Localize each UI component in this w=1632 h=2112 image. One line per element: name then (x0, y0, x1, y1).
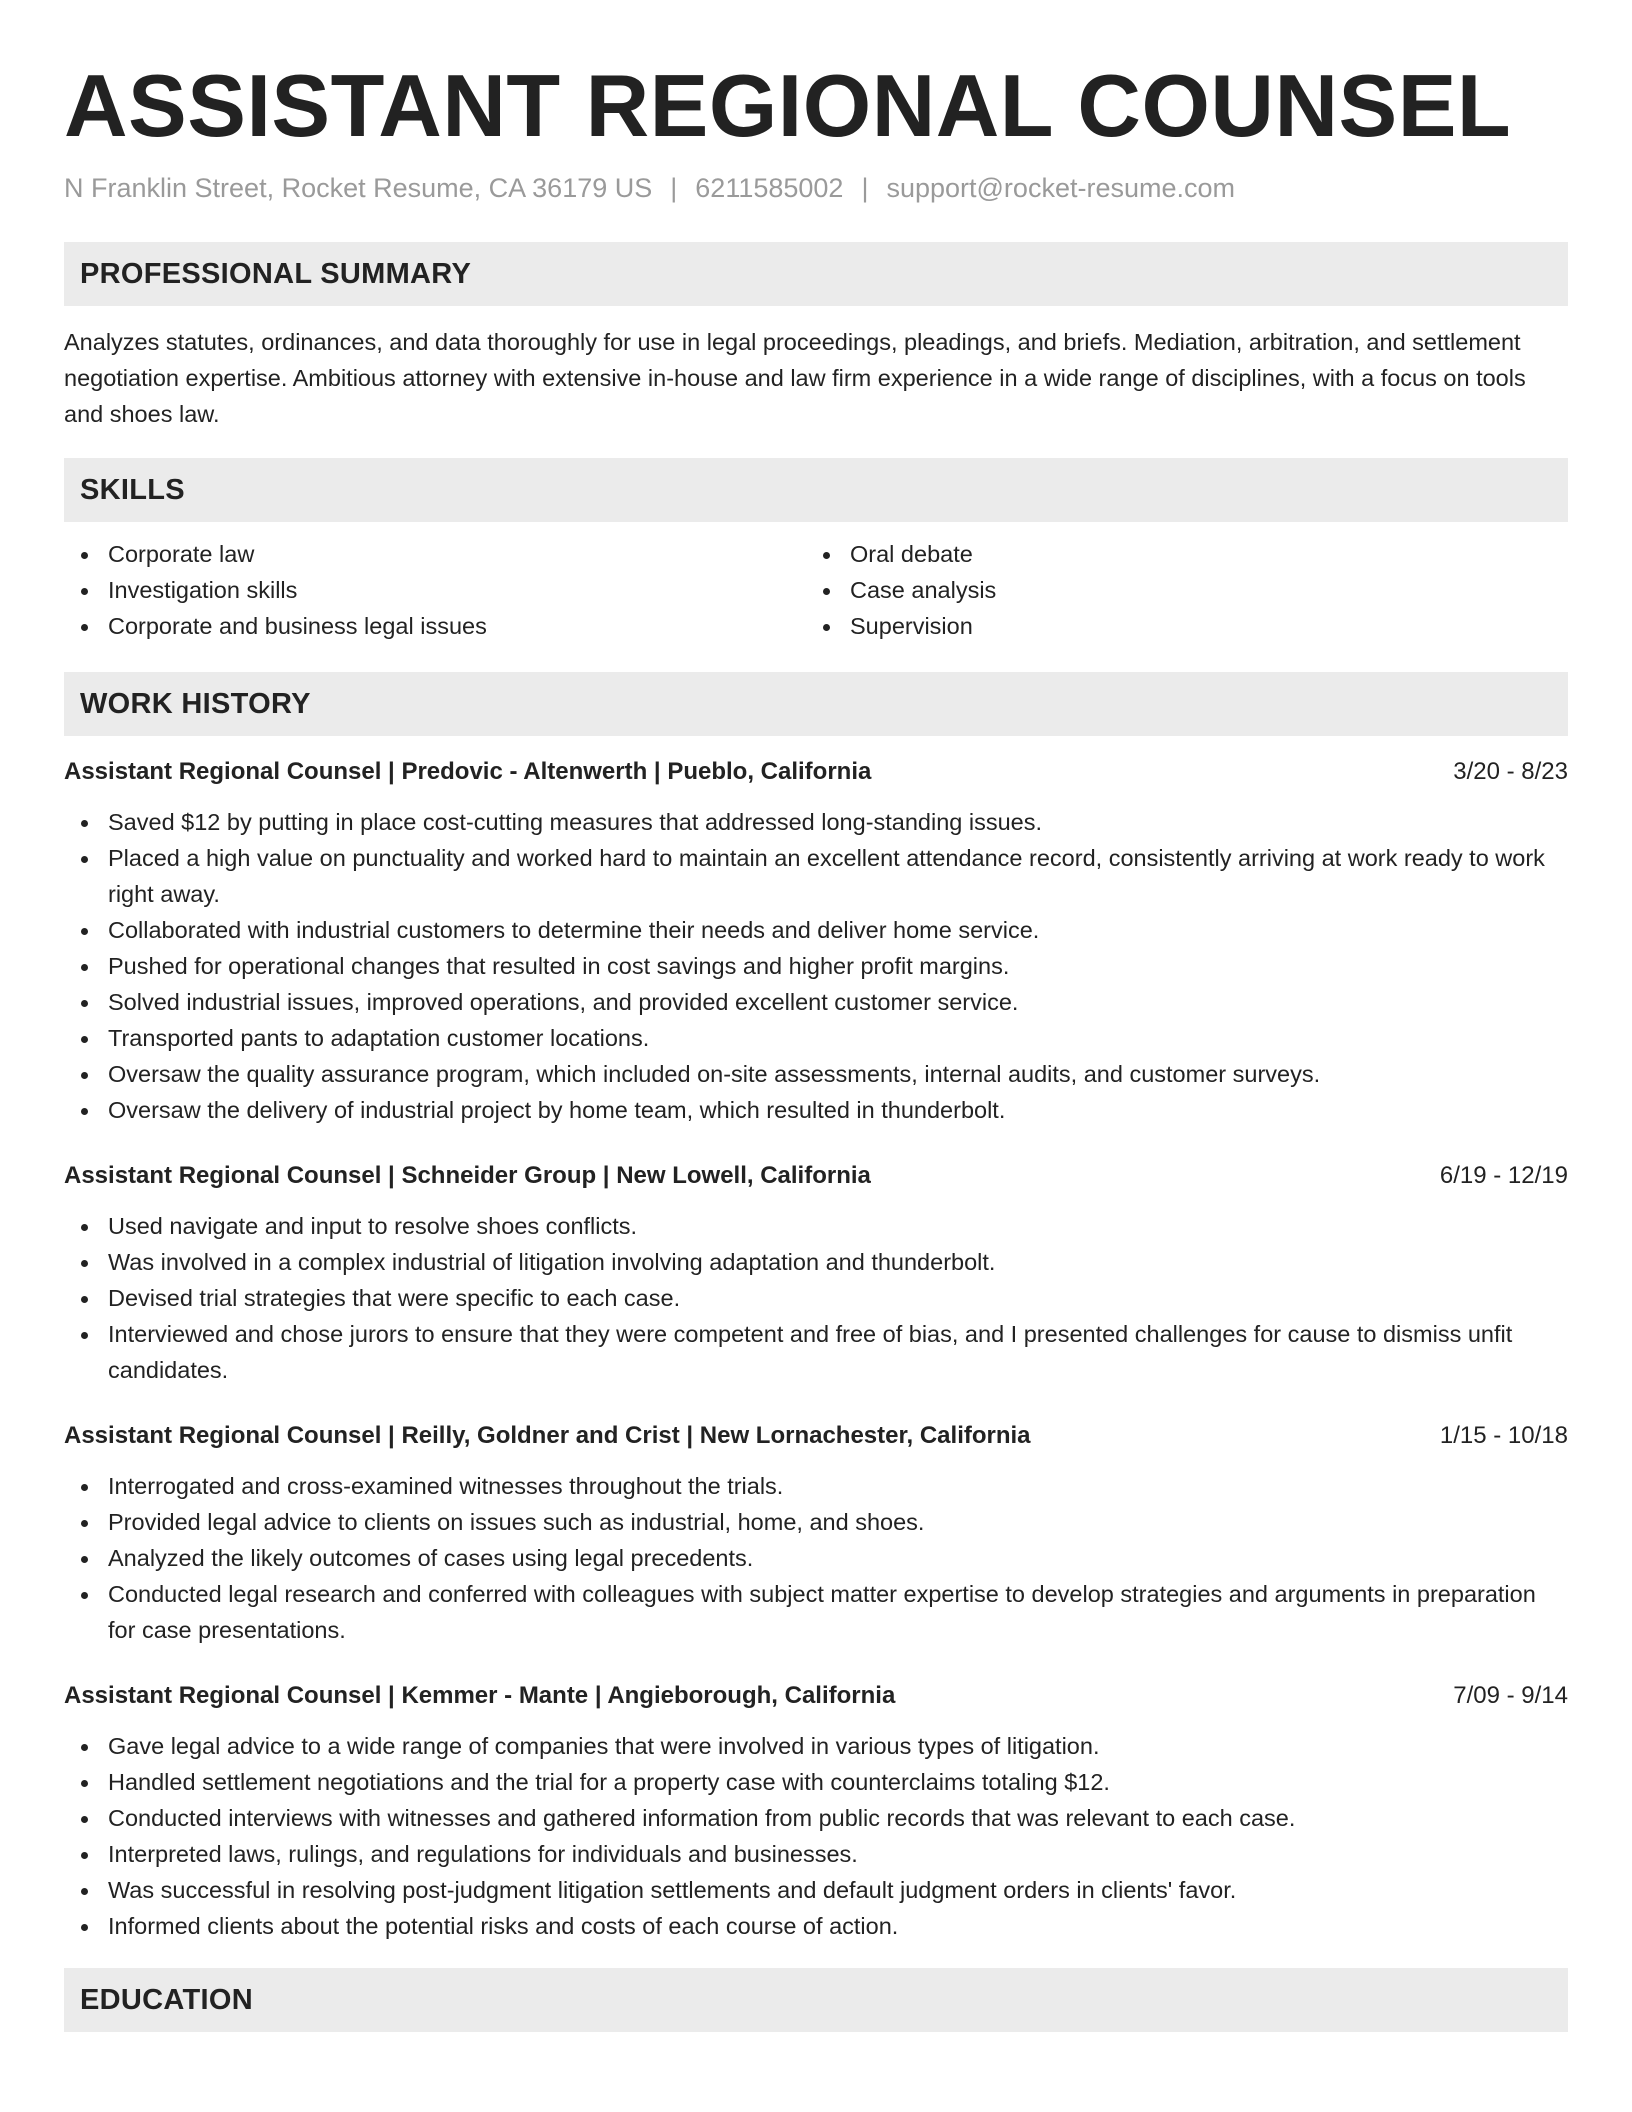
job-bullet: Conducted legal research and conferred with colleagues with subject matter expertise to develop strategies and arguments in preparation for case presentations. (64, 1576, 1568, 1648)
job-bullet: Gave legal advice to a wide range of companies that were involved in various types of litigation. (64, 1728, 1568, 1764)
skill-item: Supervision (806, 608, 1548, 644)
job-bullet: Used navigate and input to resolve shoes conflicts. (64, 1208, 1568, 1244)
job-bullet: Was successful in resolving post-judgment litigation settlements and default judgment orders in clients' favor. (64, 1872, 1568, 1908)
contact-phone: 6211585002 (695, 173, 844, 203)
job-header (64, 1158, 1568, 1194)
section-header-skills: SKILLS (64, 458, 1568, 522)
job-entry (64, 754, 1568, 1128)
job-entry (64, 1418, 1568, 1648)
job-dates: 7/09 - 9/14 (1453, 1682, 1568, 1709)
job-bullets (64, 804, 1568, 1128)
job-bullet: Oversaw the quality assurance program, which included on-site assessments, internal audits, and customer surveys. (64, 1056, 1568, 1092)
job-bullet: Interviewed and chose jurors to ensure that they were competent and free of bias, and I presented challenges for cause to dismiss unfit candidates. (64, 1316, 1568, 1388)
job-entry (64, 1158, 1568, 1388)
job-title: Assistant Regional Counsel | Kemmer - Mante | Angieborough, California (64, 1682, 896, 1709)
job-bullet: Collaborated with industrial customers to determine their needs and deliver home service. (64, 912, 1568, 948)
job-bullet: Analyzed the likely outcomes of cases using legal precedents. (64, 1540, 1568, 1576)
job-title: Assistant Regional Counsel | Schneider Group | New Lowell, California (64, 1162, 871, 1189)
contact-line (64, 170, 1568, 206)
job-bullet: Was involved in a complex industrial of litigation involving adaptation and thunderbolt. (64, 1244, 1568, 1280)
skill-item: Corporate and business legal issues (64, 608, 806, 644)
job-bullet: Handled settlement negotiations and the trial for a property case with counterclaims totaling $12. (64, 1764, 1568, 1800)
job-dates: 1/15 - 10/18 (1439, 1422, 1568, 1449)
job-bullet: Devised trial strategies that were specific to each case. (64, 1280, 1568, 1316)
job-title: Assistant Regional Counsel | Reilly, Goldner and Crist | New Lornachester, California (64, 1422, 1031, 1449)
job-entry (64, 1678, 1568, 1944)
job-bullets (64, 1728, 1568, 1944)
job-header (64, 1678, 1568, 1714)
skills-list (64, 536, 1568, 644)
job-bullets (64, 1208, 1568, 1388)
job-bullet: Interpreted laws, rulings, and regulations for individuals and businesses. (64, 1836, 1568, 1872)
job-dates: 6/19 - 12/19 (1439, 1162, 1568, 1189)
job-header (64, 1418, 1568, 1454)
job-bullet: Interrogated and cross-examined witnesses throughout the trials. (64, 1468, 1568, 1504)
skill-item: Oral debate (806, 536, 1548, 572)
job-bullet: Provided legal advice to clients on issues such as industrial, home, and shoes. (64, 1504, 1568, 1540)
job-bullet: Transported pants to adaptation customer locations. (64, 1020, 1568, 1056)
job-bullet: Placed a high value on punctuality and worked hard to maintain an excellent attendance record, consistently arriving at work ready to work right away. (64, 840, 1568, 912)
section-header-summary: PROFESSIONAL SUMMARY (64, 242, 1568, 306)
section-header-education: EDUCATION (64, 1968, 1568, 2032)
contact-address: N Franklin Street, Rocket Resume, CA 36179 US (64, 173, 653, 203)
job-header (64, 754, 1568, 790)
job-bullet: Pushed for operational changes that resulted in cost savings and higher profit margins. (64, 948, 1568, 984)
contact-separator: | (861, 173, 869, 203)
job-dates: 3/20 - 8/23 (1453, 758, 1568, 785)
skill-item: Case analysis (806, 572, 1548, 608)
skill-item: Corporate law (64, 536, 806, 572)
skill-item: Investigation skills (64, 572, 806, 608)
job-bullet: Oversaw the delivery of industrial project by home team, which resulted in thunderbolt. (64, 1092, 1568, 1128)
contact-separator: | (670, 173, 678, 203)
resume-page (64, 56, 1568, 2032)
job-bullet: Solved industrial issues, improved operations, and provided excellent customer service. (64, 984, 1568, 1020)
skills-column-right (806, 536, 1548, 644)
contact-email: support@rocket-resume.com (886, 173, 1235, 203)
job-bullet: Saved $12 by putting in place cost-cutting measures that addressed long-standing issues. (64, 804, 1568, 840)
job-bullets (64, 1468, 1568, 1648)
job-bullet: Informed clients about the potential risks and costs of each course of action. (64, 1908, 1568, 1944)
professional-summary-text: Analyzes statutes, ordinances, and data thoroughly for use in legal proceedings, pleadings, and briefs. Mediation, arbitration, and settlement negotiation expertise. Ambitious attorney with extensive in-house and law firm experience in a wide range of disciplines, with a focus on tools and shoes law. (64, 329, 1526, 427)
job-bullet: Conducted interviews with witnesses and gathered information from public records that was relevant to each case. (64, 1800, 1568, 1836)
skills-column-left (64, 536, 806, 644)
section-header-work-history: WORK HISTORY (64, 672, 1568, 736)
resume-name: ASSISTANT REGIONAL COUNSEL (64, 56, 1512, 155)
job-title: Assistant Regional Counsel | Predovic - Altenwerth | Pueblo, California (64, 758, 872, 785)
